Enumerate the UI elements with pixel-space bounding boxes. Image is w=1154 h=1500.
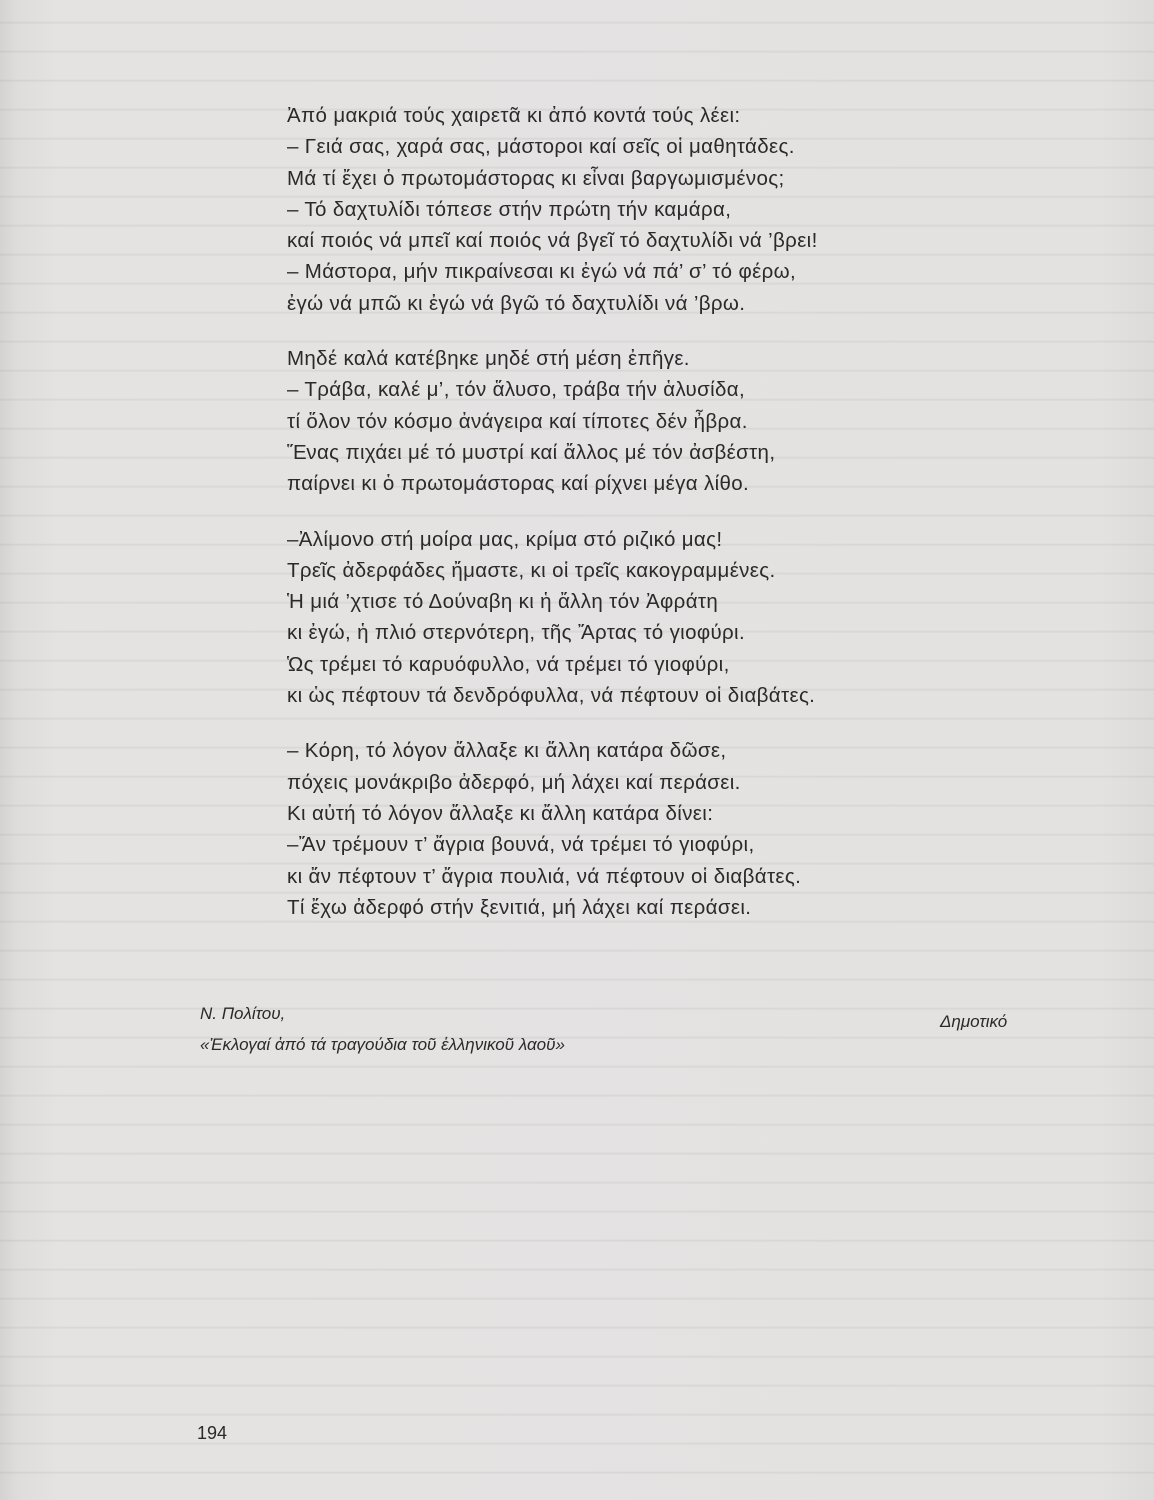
poem-line: κι ἐγώ, ἡ πλιό στερνότερη, τῆς Ἄρτας τό γιοφύρι. bbox=[287, 621, 745, 645]
source-title: «Ἐκλογαί ἀπό τά τραγούδια τοῦ ἑλληνικοῦ λαοῦ» bbox=[200, 1035, 565, 1054]
poem-line: παίρνει κι ὁ πρωτομάστορας καί ρίχνει μέγα λίθο. bbox=[287, 472, 750, 496]
stanza bbox=[287, 735, 1007, 923]
poem-line: – Κόρη, τό λόγον ἄλλαξε κι ἄλλη κατάρα δῶσε, bbox=[287, 739, 727, 763]
poem-line: Ἕνας πιχάει μέ τό μυστρί καί ἄλλος μέ τόν ἀσβέστη, bbox=[287, 440, 776, 464]
page-number: 194 bbox=[197, 1423, 228, 1443]
poem-line: τί ὅλον τόν κόσμο ἀνάγειρα καί τίποτες δέν ἦβρα. bbox=[287, 409, 748, 433]
source-citation bbox=[200, 998, 565, 1060]
poem-line: Μά τί ἔχει ὁ πρωτομάστορας κι εἶναι βαργωμισμένος; bbox=[287, 166, 785, 190]
poem-line: Μηδέ καλά κατέβηκε μηδέ στή μέση ἐπῆγε. bbox=[287, 347, 690, 371]
stanza bbox=[287, 343, 1007, 499]
poem-line: πόχεις μονάκριβο ἀδερφό, μή λάχει καί περάσει. bbox=[287, 770, 741, 794]
poem-line: Κι αὐτή τό λόγον ἄλλαξε κι ἄλλη κατάρα δίνει: bbox=[287, 801, 714, 825]
poem-line: – Τράβα, καλέ μ’, τόν ἅλυσο, τράβα τήν ἁλυσίδα, bbox=[287, 378, 746, 402]
poem-line: Ὡς τρέμει τό καρυόφυλλο, νά τρέμει τό γιοφύρι, bbox=[287, 652, 730, 676]
source-author: Ν. Πολίτου, bbox=[200, 1004, 286, 1023]
poem-line: κι ὡς πέφτουν τά δενδρόφυλλα, νά πέφτουν οἱ διαβάτες. bbox=[287, 684, 816, 708]
poem-body bbox=[287, 100, 1007, 947]
stanza bbox=[287, 524, 1007, 712]
poem-line: ἐγώ νά μπῶ κι ἐγώ νά βγῶ τό δαχτυλίδι νά ’βρω. bbox=[287, 291, 746, 315]
poem-line: Ἀπό μακριά τούς χαιρετᾶ κι ἀπό κοντά τούς λέει: bbox=[287, 104, 741, 127]
poem-line: Ἡ μιά ’χτισε τό Δούναβη κι ἡ ἄλλη τόν Ἀφράτη bbox=[287, 590, 719, 614]
poem-line: Τί ἔχω ἀδερφό στήν ξενιτιά, μή λάχει καί περάσει. bbox=[287, 895, 752, 919]
poem-line: –Ἀλίμονο στή μοίρα μας, κρίμα στό ριζικό μας! bbox=[287, 527, 723, 551]
stanza bbox=[287, 100, 1007, 319]
poem-line: –Ἄν τρέμουν τ’ ἄγρια βουνά, νά τρέμει τό γιοφύρι, bbox=[287, 833, 755, 857]
poem-line: Τρεῖς ἀδερφάδες ἤμαστε, κι οἱ τρεῖς κακογραμμένες. bbox=[287, 558, 776, 582]
poem-line: καί ποιός νά μπεῖ καί ποιός νά βγεῖ τό δαχτυλίδι νά ’βρει! bbox=[287, 229, 818, 253]
genre-label: Δημοτικό bbox=[940, 1012, 1008, 1031]
poem-line: – Μάστορα, μήν πικραίνεσαι κι ἐγώ νά πά’ σ’ τό φέρω, bbox=[287, 260, 797, 284]
poem-line: κι ἄν πέφτουν τ’ ἄγρια πουλιά, νά πέφτουν οἱ διαβάτες. bbox=[287, 864, 802, 888]
poem-line: – Γειά σας, χαρά σας, μάστοροι καί σεῖς οἱ μαθητάδες. bbox=[287, 135, 795, 159]
poem-line: – Τό δαχτυλίδι τόπεσε στήν πρώτη τήν καμάρα, bbox=[287, 197, 732, 221]
